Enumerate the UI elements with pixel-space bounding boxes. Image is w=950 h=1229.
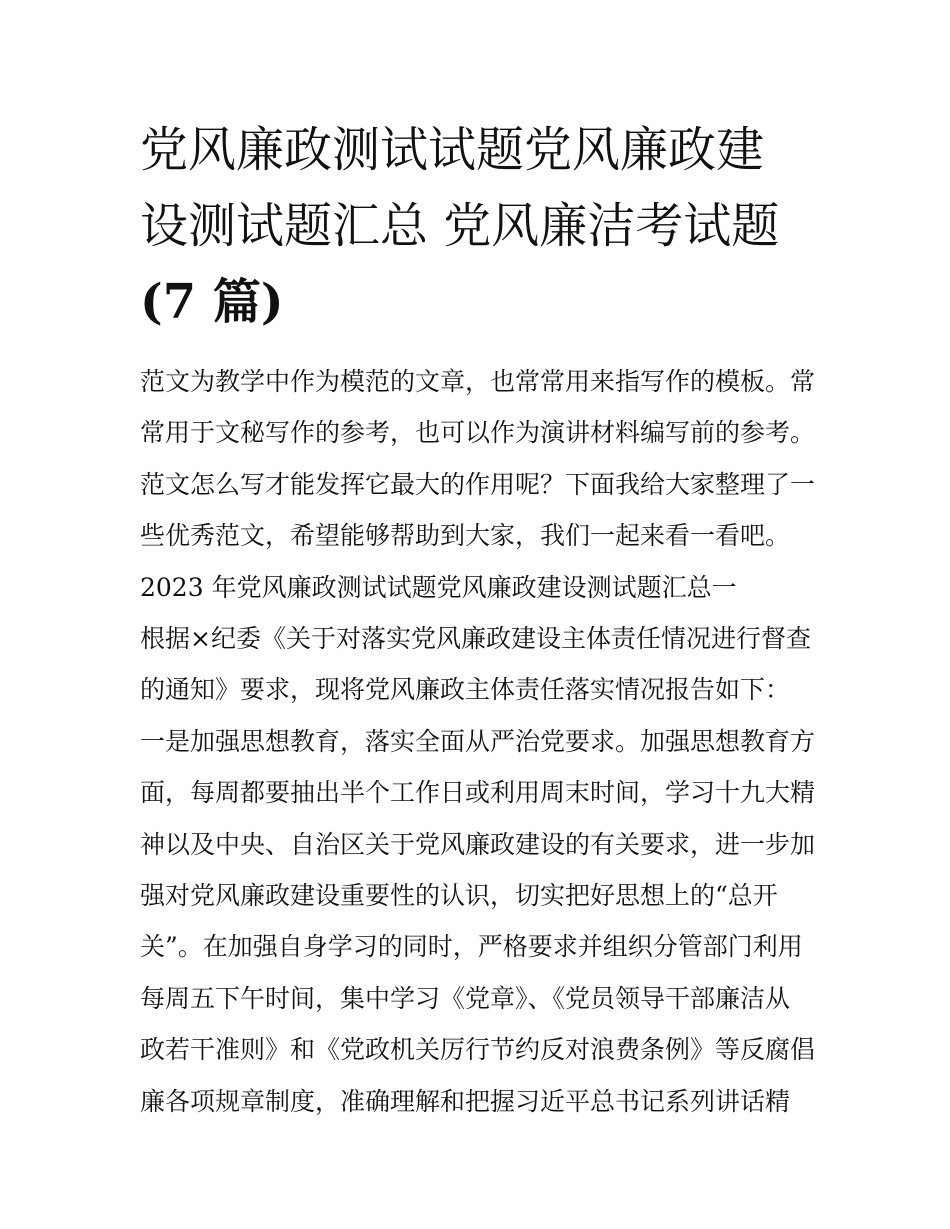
body-line: 神以及中央、自治区关于党风廉政建设的有关要求，进一步加 (140, 829, 816, 859)
body-line: 关”。在加强自身学习的同时，严格要求并组织分管部门利用 (140, 932, 803, 962)
body-line: 每周五下午时间，集中学习《党章》、《党员领导干部廉洁从 (140, 983, 791, 1013)
body-line: 面，每周都要抽出半个工作日或利用周末时间，学习十九大精 (140, 778, 816, 808)
body-line: 强对党风廉政建设重要性的认识，切实把好思想上的“总开 (140, 881, 778, 911)
body-line: 些优秀范文，希望能够帮助到大家，我们一起来看一看吧。 (140, 521, 791, 551)
body-line: 的通知》要求，现将党风廉政主体责任落实情况报告如下： (140, 675, 791, 705)
body-line: 范文怎么写才能发挥它最大的作用呢？下面我给大家整理了一 (140, 469, 816, 499)
body-line: 范文为教学中作为模范的文章，也常常用来指写作的模板。常 (140, 367, 816, 396)
title-line: (7 篇) (140, 274, 284, 330)
body-line: 廉各项规章制度，准确理解和把握习近平总书记系列讲话精 (140, 1086, 791, 1116)
body-line: 常用于文秘写作的参考，也可以作为演讲材料编写前的参考。 (140, 418, 816, 448)
title-line: 设测试题汇总 党风廉洁考试题 (140, 198, 780, 254)
body-line: 一是加强思想教育，落实全面从严治党要求。加强思想教育方 (140, 726, 816, 756)
body-line: 根据×纪委《关于对落实党风廉政建设主体责任情况进行督查 (140, 624, 811, 654)
document-body (140, 356, 820, 1127)
body-line: 政若干准则》和《党政机关厉行节约反对浪费条例》等反腐倡 (140, 1035, 816, 1065)
document-title (140, 112, 820, 340)
section-heading-line: 2023 年党风廉政测试试题党风廉政建设测试题汇总一 (140, 572, 737, 602)
title-line: 党风廉政测试试题党风廉政建 (140, 122, 765, 178)
